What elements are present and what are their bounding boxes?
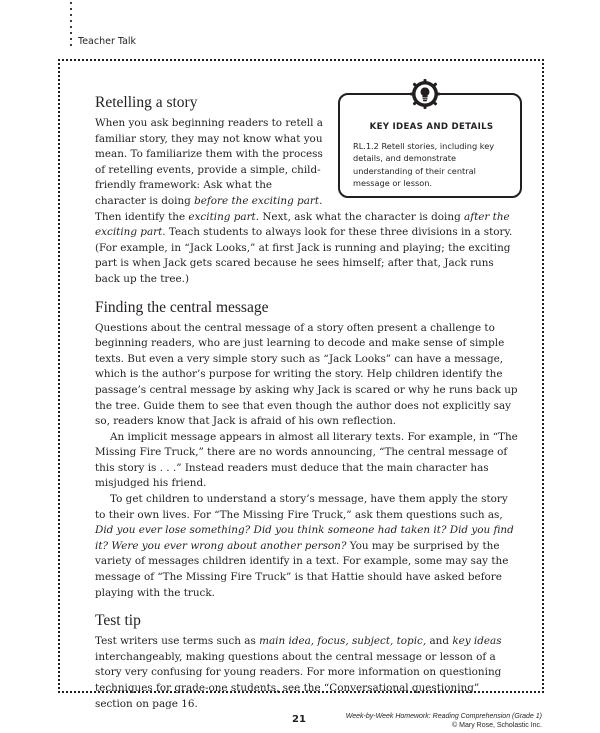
credit-line-title: Week-by-Week Homework: Reading Comprehension (Grade 1)	[345, 713, 542, 720]
lightbulb-badge-icon	[407, 79, 443, 109]
page-number: 21	[292, 714, 306, 725]
callout-title: KEY IDEAS AND DETAILS	[369, 122, 494, 132]
central-paragraph-1: Questions about the central message of a story often present a challenge to beginning readers, who are just learning to decode and make sense of simple texts. But even a very simple story such as “Jack Looks” can have a message, which is the author’s purpose for writing the story. Help children identify the passage’s central message by asking why Jack is scared or why he runs back up the tree. Guide them to see that even though the author does not explicitly say so, readers know that Jack is afraid of his own reflection.	[95, 321, 518, 428]
section-central-message	[95, 298, 520, 602]
central-paragraph-2: An implicit message appears in almost all literary texts. For example, in “The Missing Fire Truck,” there are no words announcing, “The central message of this story is . . .” Instead readers must deduce that the main character has misjudged his friend.	[95, 430, 518, 490]
heading-central-message: Finding the central message	[95, 298, 269, 316]
section-test-tip	[95, 611, 520, 712]
header-dotted-rule	[70, 0, 72, 48]
central-paragraph-3: To get children to understand a story’s message, have them apply the story to their own lives. For “The Missing Fire Truck,” ask them questions such as, Did you ever lose something? Did you think someone had taken it? Did you find it? Were you ever wrong about another person? You may be surprised by the variety of messages children identify in a text. For example, some may say the message of “The Missing Fire Truck” is that Hattie should have asked before playing with the truck.	[95, 493, 514, 599]
footer-credit	[346, 712, 542, 730]
credit-line-copyright: © Mary Rose, Scholastic Inc.	[452, 722, 542, 729]
main-content	[95, 93, 520, 722]
section-label: Teacher Talk	[78, 36, 137, 47]
retelling-paragraph: When you ask beginning readers to retell a familiar story, they may not know what you mean. To familiarize them with the process of retelling events, provide a simple, child-friendly framework: Ask what the character is doing before the exciting part. Then identify the exciting part. Next, ask what the character is doing after the exciting part. Teach students to always look for these three divisions in a story. (For example, in “Jack Looks,” at first Jack is running and playing; the exciting part is when Jack gets scared because he sees himself; after that, Jack runs back up the tree.)	[95, 117, 513, 285]
heading-retelling: Retelling a story	[95, 94, 198, 111]
heading-test-tip: Test tip	[95, 612, 141, 630]
callout-standard-text: RL.1.2 Retell stories, including key details, and demonstrate understanding of their central message or lesson.	[353, 141, 495, 189]
section-retelling	[95, 93, 520, 288]
key-ideas-callout	[338, 93, 522, 198]
test-tip-paragraph: Test writers use terms such as main idea, focus, subject, topic, and key ideas interchangeably, making questions about the central message or lesson of a story very confusing for young readers. For more information on questioning techniques for grade-one students, see the “Conversational questioning” section on page 16.	[95, 635, 502, 710]
